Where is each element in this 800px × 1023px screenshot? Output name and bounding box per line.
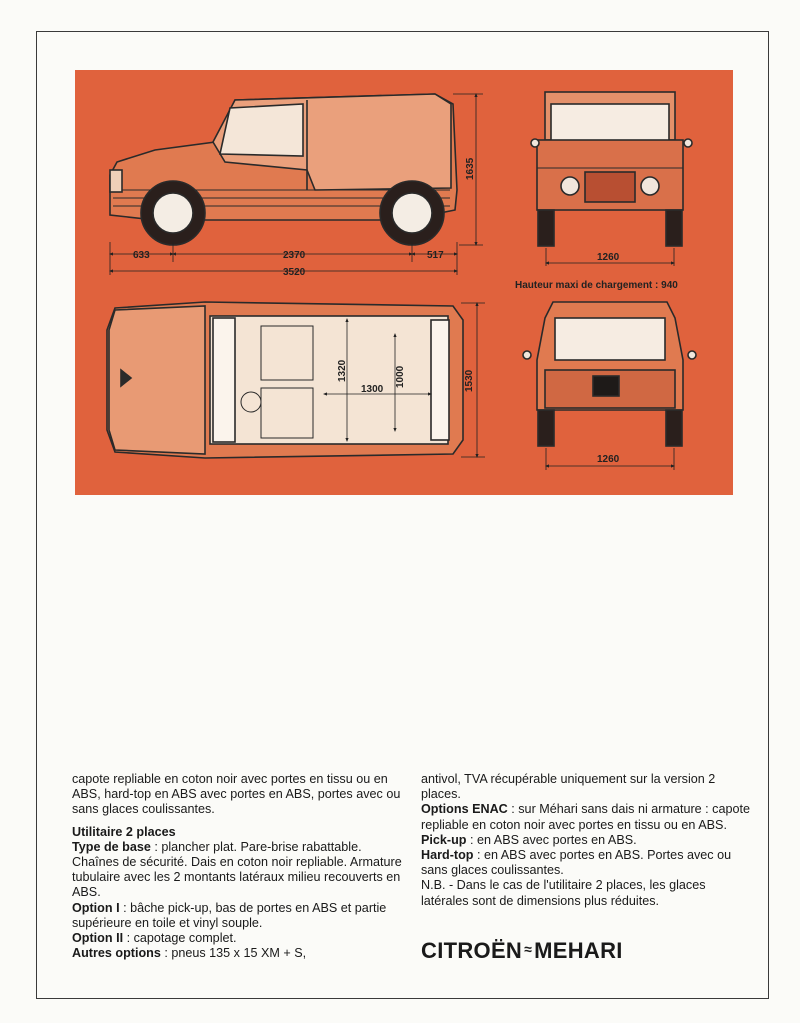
side-view (110, 94, 457, 245)
brand-name: CITROËN (421, 938, 523, 963)
spec-label: Option I (72, 900, 120, 915)
spec-item (72, 901, 402, 931)
section-heading: Utilitaire 2 places (72, 824, 176, 839)
dim-overall-width: 1530 (464, 369, 475, 392)
spec-text: : en ABS avec portes en ABS. Portes avec ou sans glaces coulissantes. (421, 848, 732, 878)
rear-view (523, 302, 696, 446)
spec-label: Pick-up (421, 832, 467, 847)
spec-item (421, 848, 751, 878)
spec-label: Type de base (72, 839, 151, 854)
spec-text: : capotage complet. (123, 931, 237, 946)
dim-total-length: 3520 (283, 267, 306, 278)
top-view (107, 302, 463, 458)
right-text-column (421, 772, 751, 909)
left-intro: capote repliable en coton noir avec portes en tissu ou en ABS, hard-top en ABS avec portes en ABS, portes avec ou sans glaces coulissantes. (72, 772, 401, 817)
spec-label: Options ENAC (421, 802, 508, 817)
spec-label: Autres options (72, 946, 161, 961)
spec-item (421, 802, 751, 832)
dim-height: 1635 (465, 157, 476, 180)
spec-text: : sur Méhari sans dais ni armature : capote repliable en coton noir avec portes en tissu ou en ABS. (421, 802, 750, 832)
dim-floor-length: 1320 (337, 359, 348, 382)
footnote: N.B. - Dans le cas de l'utilitaire 2 places, les glaces latérales sont de dimensions plus réduites. (421, 878, 706, 908)
spec-item (72, 946, 402, 961)
dim-rear-width: 1000 (395, 365, 406, 388)
chevron-icon: ≈ (524, 941, 533, 957)
spec-text: : bâche pick-up, bas de portes en ABS et partie supérieure en toile et vinyl souple. (72, 900, 387, 930)
dim-front-track: 1260 (597, 252, 620, 263)
left-text-column (72, 772, 402, 961)
right-intro: antivol, TVA récupérable uniquement sur la version 2 places. (421, 772, 716, 802)
dimension-drawing (75, 70, 733, 495)
load-height-label: Hauteur maxi de chargement : 940 (515, 280, 678, 291)
dim-wheelbase: 2370 (283, 250, 306, 261)
dim-rear-overhang: 517 (427, 250, 444, 261)
model-name: MEHARI (534, 938, 623, 963)
vehicle-dimension-diagram (75, 70, 733, 495)
spec-label: Hard-top (421, 848, 474, 863)
spec-text: : en ABS avec portes en ABS. (466, 832, 637, 847)
brand-logo (421, 938, 623, 964)
dim-front-overhang: 633 (133, 250, 150, 261)
spec-item (72, 931, 402, 946)
dim-floor-width: 1300 (361, 384, 384, 395)
spec-label: Option II (72, 931, 124, 946)
front-view (531, 92, 692, 246)
spec-item (421, 833, 751, 848)
spec-text: : pneus 135 x 15 XM + S, (160, 946, 307, 961)
spec-text: : plancher plat. Pare-brise rabattable. Chaînes de sécurité. Dais en coton noir repliable. Armature tubulaire avec les 2 montants latéraux milieu recouverts en ABS. (72, 839, 402, 900)
spec-item (72, 840, 402, 901)
dim-rear-track: 1260 (597, 454, 620, 465)
